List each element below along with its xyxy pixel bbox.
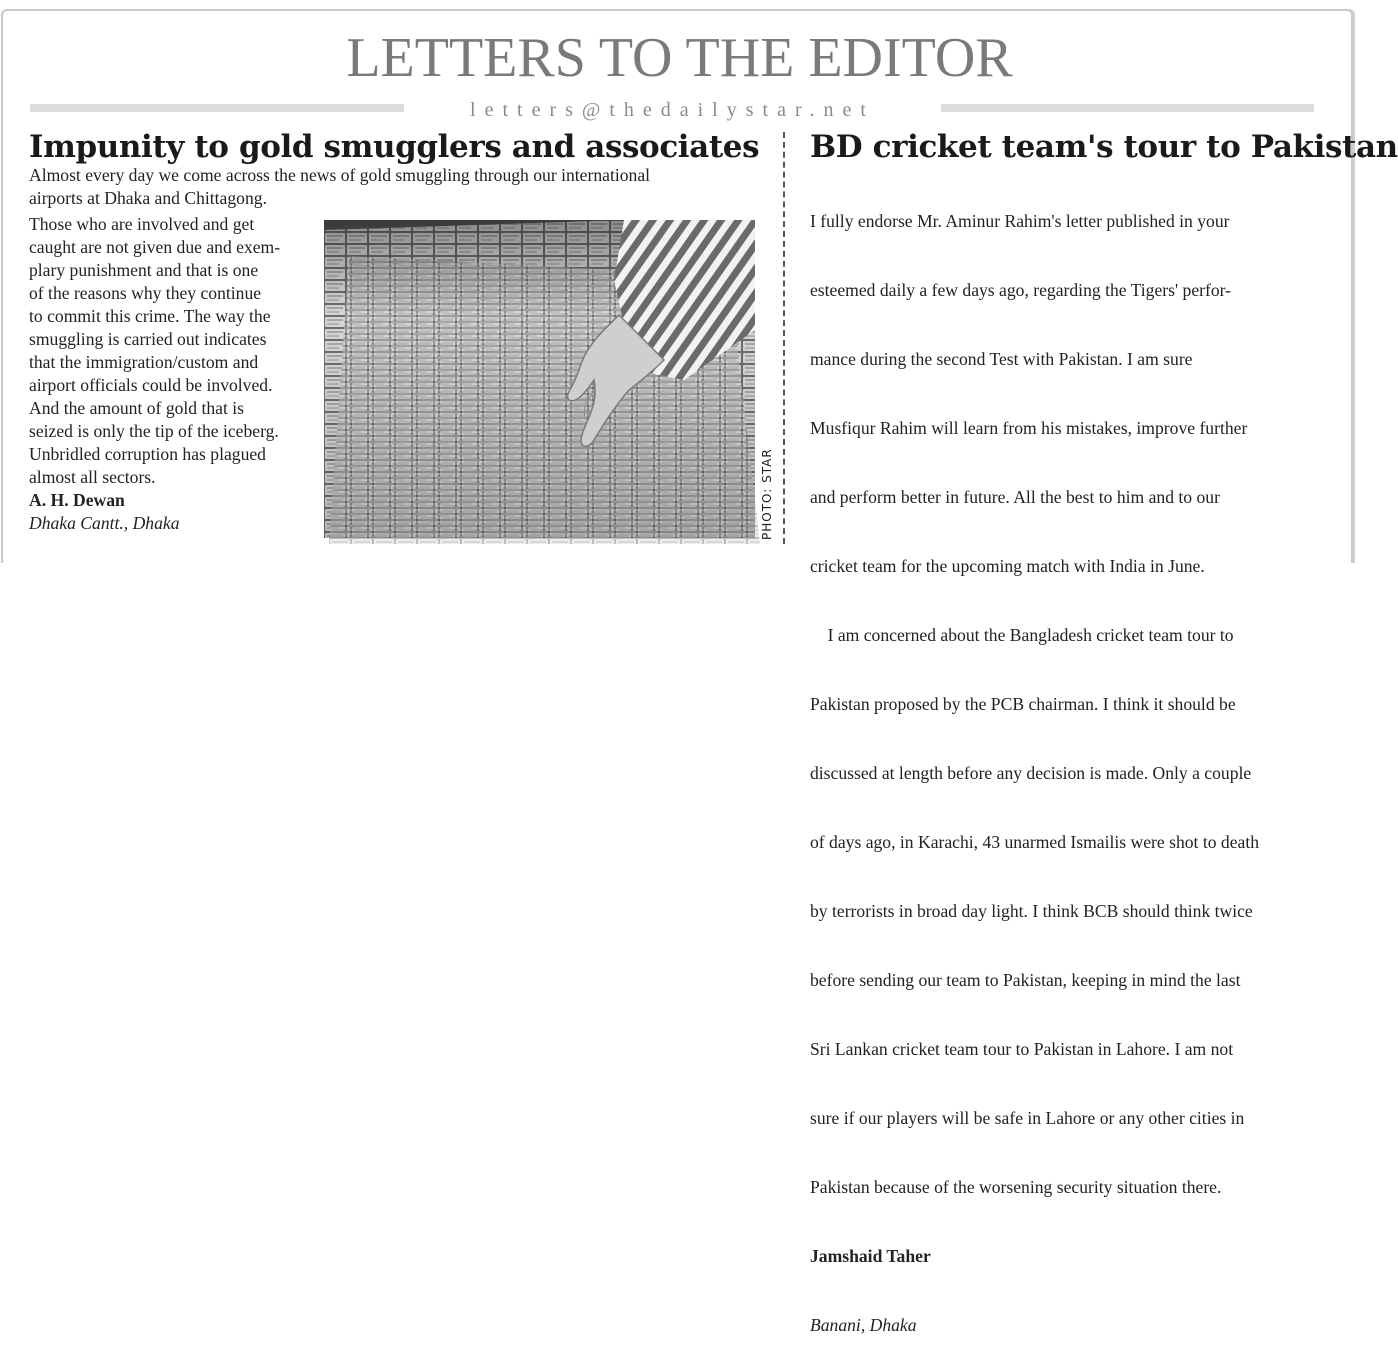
right-body-line: esteemed daily a few days ago, regarding the Tigers' perfor- <box>810 280 1232 300</box>
left-body-line: seized is only the tip of the iceberg. <box>29 421 279 441</box>
right-body-line: mance during the second Test with Pakistan. I am sure <box>810 349 1193 369</box>
left-letter-headline: Impunity to gold smugglers and associates <box>29 129 760 165</box>
right-body-line: Sri Lankan cricket team tour to Pakistan in Lahore. I am not <box>810 1039 1234 1059</box>
right-body-line: Musfiqur Rahim will learn from his mistakes, improve further <box>810 418 1248 438</box>
right-letter-body <box>810 164 1340 1360</box>
left-body-line: And the amount of gold that is <box>29 398 245 418</box>
left-body-line: of the reasons why they continue <box>29 283 262 303</box>
left-letter-place: Dhaka Cantt., Dhaka <box>29 513 180 533</box>
decorative-rule-right <box>941 104 1314 112</box>
right-body-line: and perform better in future. All the best to him and to our <box>810 487 1220 507</box>
right-body-line: before sending our team to Pakistan, keeping in mind the last <box>810 970 1241 990</box>
photo-credit <box>758 444 778 540</box>
left-lead-line: Almost every day we come across the news of gold smuggling through our international <box>29 165 651 185</box>
left-body-line: that the immigration/custom and <box>29 352 259 372</box>
left-letter-lead <box>29 164 769 210</box>
column-divider <box>783 132 785 544</box>
left-body-line: almost all sectors. <box>29 467 156 487</box>
section-title: LETTERS TO THE EDITOR <box>346 27 1013 89</box>
left-letter-body <box>29 213 321 535</box>
right-body-line: cricket team for the upcoming match with India in June. <box>810 556 1205 576</box>
left-body-line: caught are not given due and exem- <box>29 237 281 257</box>
decorative-rule-left <box>30 104 404 112</box>
left-body-line: smuggling is carried out indicates <box>29 329 267 349</box>
right-body-line: sure if our players will be safe in Lahore or any other cities in <box>810 1108 1245 1128</box>
right-body-line: Pakistan because of the worsening security situation there. <box>810 1177 1222 1197</box>
left-body-line: Those who are involved and get <box>29 214 255 234</box>
left-body-line: to commit this crime. The way the <box>29 306 271 326</box>
left-lead-line: airports at Dhaka and Chittagong. <box>29 188 267 208</box>
right-body-line: I fully endorse Mr. Aminur Rahim's letter published in your <box>810 211 1230 231</box>
right-letter-headline: BD cricket team's tour to Pakistan <box>810 129 1398 165</box>
right-body-line: Pakistan proposed by the PCB chairman. I think it should be <box>810 694 1236 714</box>
right-body-line: by terrorists in broad day light. I think BCB should think twice <box>810 901 1253 921</box>
editor-email: letters@thedailystar.net <box>470 99 875 121</box>
photo-credit-text: PHOTO: STAR <box>760 448 774 540</box>
left-body-line: plary punishment and that is one <box>29 260 259 280</box>
gold-bars-photo-illustration <box>324 220 755 538</box>
right-letter-place: Banani, Dhaka <box>810 1315 917 1335</box>
right-body-line: of days ago, in Karachi, 43 unarmed Ismailis were shot to death <box>810 832 1260 852</box>
right-letter-author: Jamshaid Taher <box>810 1246 931 1266</box>
right-body-line: I am concerned about the Bangladesh cricket team tour to <box>810 625 1234 645</box>
left-letter-author: A. H. Dewan <box>29 490 125 510</box>
right-body-line: discussed at length before any decision is made. Only a couple <box>810 763 1252 783</box>
gold-bars-photo <box>324 220 755 538</box>
left-body-line: airport officials could be involved. <box>29 375 273 395</box>
left-body-line: Unbridled corruption has plagued <box>29 444 266 464</box>
